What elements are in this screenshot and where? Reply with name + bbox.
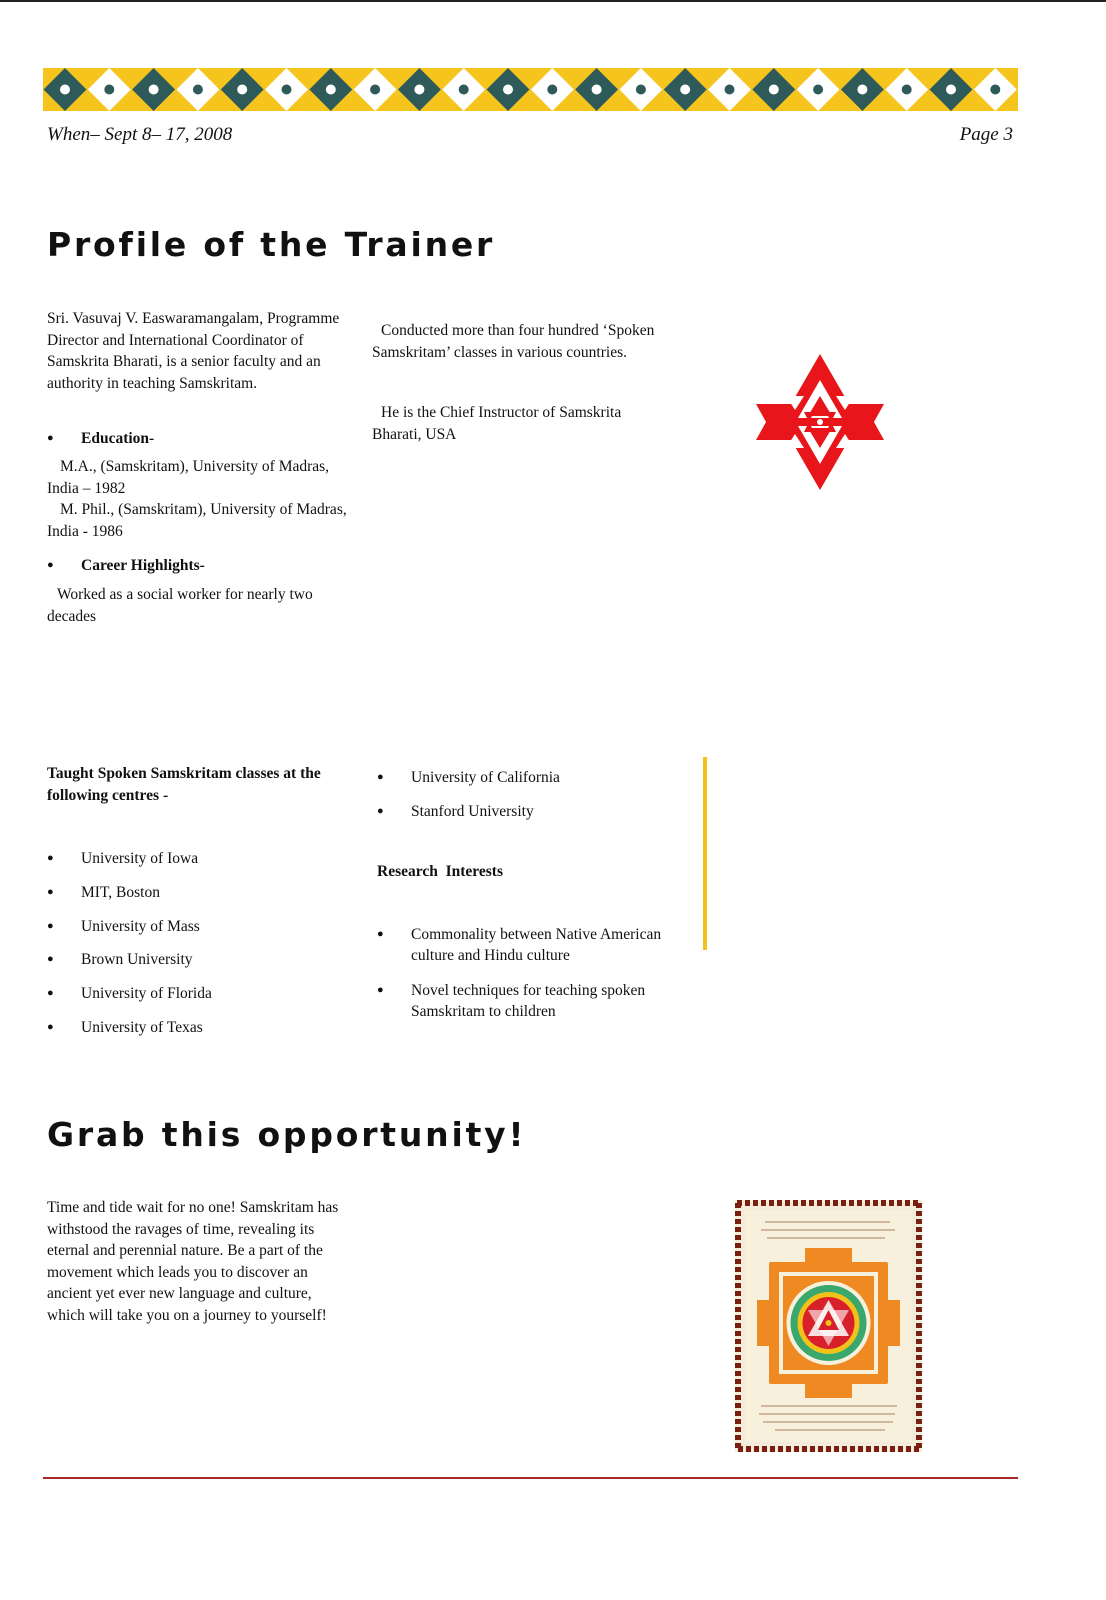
centre-label: Stanford University bbox=[411, 803, 534, 820]
sri-yantra-painting bbox=[735, 1200, 922, 1452]
opportunity-text: Time and tide wait for no one! Samskritam has withstood the ravages of time, revealing its eternal and perennial nature. Be a part of the movement which leads you to discover an ancient yet ever new language and culture, which will take you on a journey to yourself! bbox=[47, 1199, 339, 1324]
profile-title: Profile of the Trainer bbox=[47, 225, 496, 264]
centre-label: University of Mass bbox=[81, 917, 200, 935]
page-number: Page 3 bbox=[959, 124, 1013, 145]
research-heading: Research Interests bbox=[377, 863, 503, 880]
bullet-icon bbox=[47, 983, 81, 1006]
bullet-icon bbox=[377, 924, 411, 947]
centre-label: University of Florida bbox=[81, 985, 212, 1003]
bullet-icon bbox=[47, 916, 81, 939]
bullet-icon bbox=[377, 980, 411, 1003]
bullet-icon bbox=[47, 882, 81, 905]
centre-label: MIT, Boston bbox=[81, 883, 160, 901]
event-date: When– Sept 8– 17, 2008 bbox=[47, 124, 233, 145]
bullet-icon bbox=[47, 949, 81, 972]
research-item-label: Novel techniques for teaching spoken Samskritam to children bbox=[411, 982, 646, 1020]
centre-label: University of Iowa bbox=[81, 850, 199, 867]
research-item-label: Commonality between Native American culture and Hindu culture bbox=[411, 926, 662, 964]
bullet-icon bbox=[47, 555, 81, 578]
centres-heading: Taught Spoken Samskritam classes at the following centres - bbox=[47, 765, 321, 804]
education-mphil: M. Phil., (Samskritam), University of Madras, India - 1986 bbox=[47, 501, 347, 540]
bullet-icon bbox=[377, 767, 411, 790]
career-item: Worked as a social worker for nearly two decades bbox=[47, 586, 313, 625]
centre-label: Brown University bbox=[81, 951, 193, 969]
sri-yantra-icon bbox=[752, 352, 888, 492]
bullet-icon bbox=[47, 1017, 81, 1040]
conducted-classes: Conducted more than four hundred ‘Spoken Samskritam’ classes in various countries. bbox=[372, 322, 655, 361]
centre-label: University of Texas bbox=[81, 1019, 203, 1036]
top-border-line bbox=[0, 0, 1106, 2]
bullet-icon bbox=[47, 428, 81, 451]
chief-instructor: He is the Chief Instructor of Samskrita Bharati, USA bbox=[372, 404, 622, 443]
decorative-diamond-band bbox=[43, 68, 1018, 111]
bottom-rule bbox=[43, 1477, 1018, 1479]
bullet-icon bbox=[377, 801, 411, 824]
education-ma: M.A., (Samskritam), University of Madras, India – 1982 bbox=[47, 458, 330, 497]
trainer-intro: Sri. Vasuvaj V. Easwaramangalam, Programme Director and International Coordinator of Samskrita Bharati, is a senior faculty and an authority in teaching Samskritam. bbox=[47, 310, 340, 392]
vertical-accent-line bbox=[703, 757, 707, 950]
opportunity-title: Grab this opportunity! bbox=[47, 1115, 527, 1154]
bullet-icon bbox=[47, 848, 81, 871]
centre-label: University of California bbox=[411, 769, 560, 786]
